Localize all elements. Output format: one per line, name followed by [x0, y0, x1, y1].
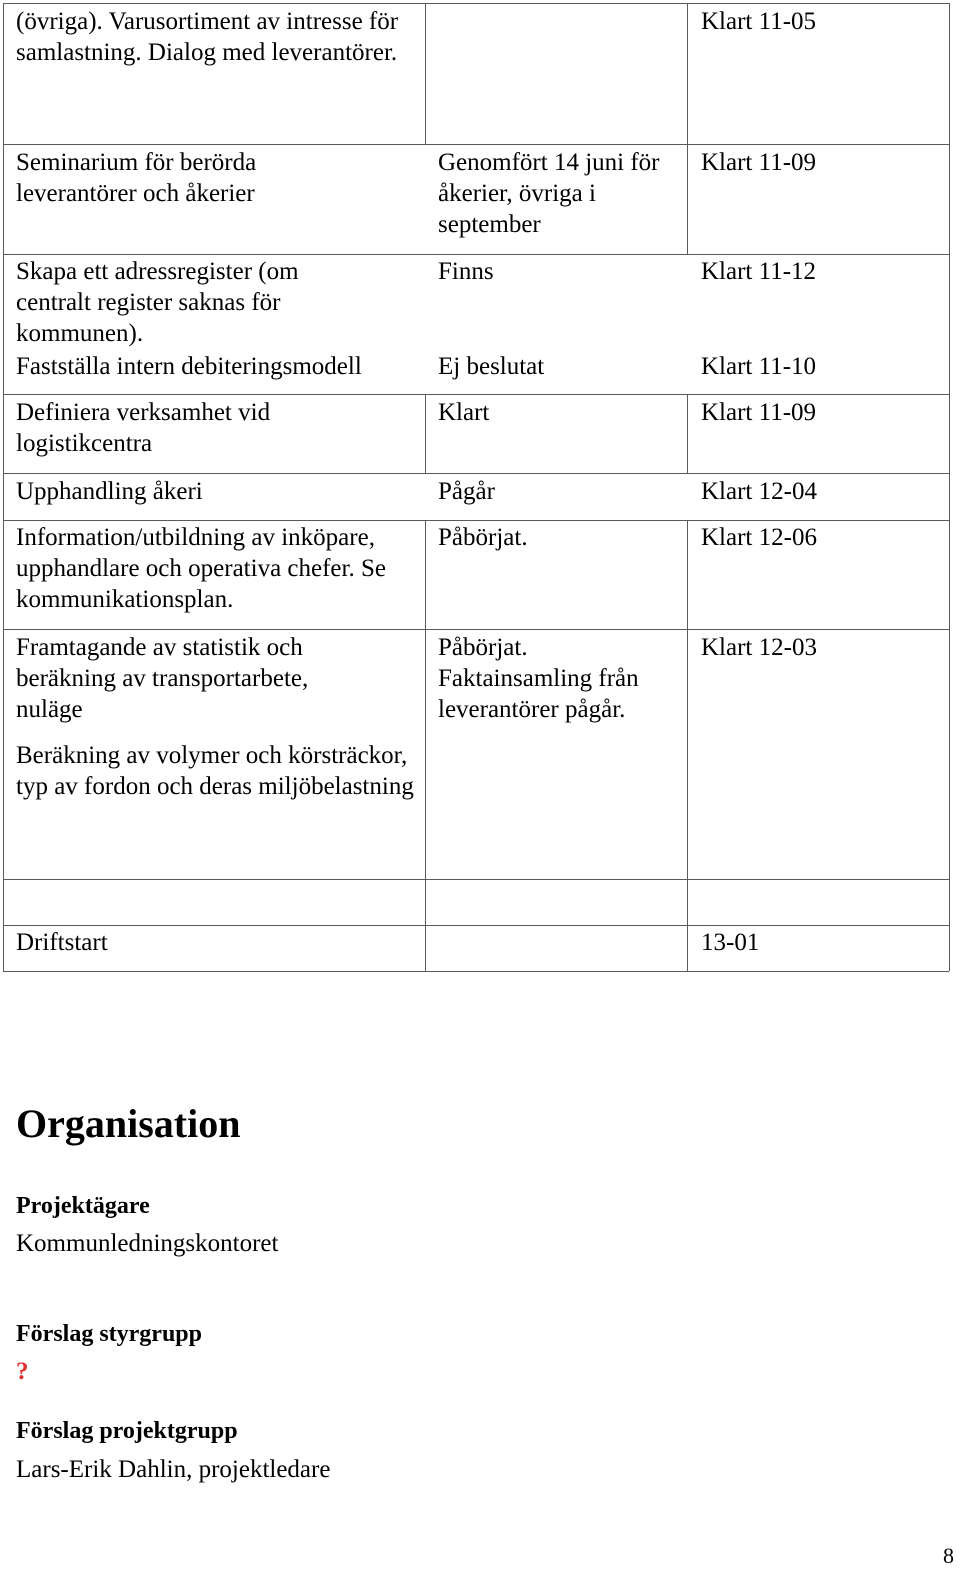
- row-divider: [3, 879, 949, 880]
- table-cell-done: Klart 11-09: [701, 399, 817, 426]
- table-cell-activity: (övriga). Varusortiment av intresse för samlastning. Dialog med leverantörer.: [16, 8, 399, 66]
- table-cell-status: Påbörjat.: [438, 524, 528, 551]
- table-border-top: [3, 3, 949, 4]
- column-divider: [425, 3, 426, 144]
- column-divider: [425, 520, 426, 971]
- table-cell-activity: Information/utbildning av inköpare, upphandlare och operativa chefer. Se kommunikationsplan.: [16, 524, 386, 613]
- owner-value: Kommunledningskontoret: [16, 1230, 279, 1257]
- row-divider: [3, 520, 949, 521]
- table-border-bottom: [3, 971, 949, 972]
- table-cell-status: Påbörjat. Faktainsamling från leverantörer pågår.: [438, 634, 639, 723]
- table-cell-done: Klart 11-09: [701, 149, 817, 176]
- table-cell-status: Klart: [438, 399, 490, 426]
- table-border-left: [3, 3, 4, 971]
- owner-label: Projektägare: [16, 1193, 150, 1219]
- table-cell-activity: Definiera verksamhet vid logistikcentra: [16, 399, 271, 457]
- table-border-right: [949, 3, 950, 971]
- table-cell-status: Ej beslutat: [438, 353, 545, 380]
- table-cell-status: Pågår: [438, 478, 495, 505]
- table-cell-status: Genomfört 14 juni för åkerier, övriga i september: [438, 149, 660, 238]
- row-divider: [3, 254, 949, 255]
- section-heading: Organisation: [16, 1101, 241, 1146]
- row-divider: [3, 473, 949, 474]
- table-cell-done: Klart 12-04: [701, 478, 817, 505]
- table-cell-activity: Upphandling åkeri: [16, 478, 203, 505]
- table-cell-done: Klart 12-03: [701, 634, 817, 661]
- row-divider: [3, 144, 949, 145]
- table-cell-activity: Driftstart: [16, 929, 108, 956]
- project-group-value: Lars-Erik Dahlin, projektledare: [16, 1456, 331, 1483]
- project-group-label: Förslag projektgrupp: [16, 1418, 238, 1444]
- table-cell-done: 13-01: [701, 929, 760, 956]
- table-cell-status: Finns: [438, 258, 494, 285]
- table-cell-activity: Fastställa intern debiteringsmodell: [16, 353, 362, 380]
- row-divider: [3, 925, 949, 926]
- row-divider: [3, 629, 949, 630]
- column-divider: [425, 394, 426, 473]
- page-number: 8: [943, 1543, 954, 1568]
- table-cell-done: Klart 11-05: [701, 8, 817, 35]
- column-divider: [687, 3, 688, 254]
- row-divider: [3, 394, 949, 395]
- table-cell-activity: Skapa ett adressregister (om centralt register saknas för kommunen).: [16, 258, 299, 347]
- steering-group-label: Förslag styrgrupp: [16, 1321, 202, 1347]
- table-cell-activity: Seminarium för berörda leverantörer och åkerier: [16, 149, 257, 207]
- column-divider: [687, 520, 688, 971]
- table-cell-done: Klart 12-06: [701, 524, 817, 551]
- column-divider: [687, 394, 688, 473]
- steering-group-value: ?: [16, 1358, 29, 1385]
- table-cell-done: Klart 11-10: [701, 353, 817, 380]
- table-cell-done: Klart 11-12: [701, 258, 817, 285]
- table-cell-activity-secondary: Beräkning av volymer och körsträckor, typ av fordon och deras miljöbelastning: [16, 742, 414, 800]
- table-cell-activity: Framtagande av statistik och beräkning av transportarbete, nuläge: [16, 634, 309, 723]
